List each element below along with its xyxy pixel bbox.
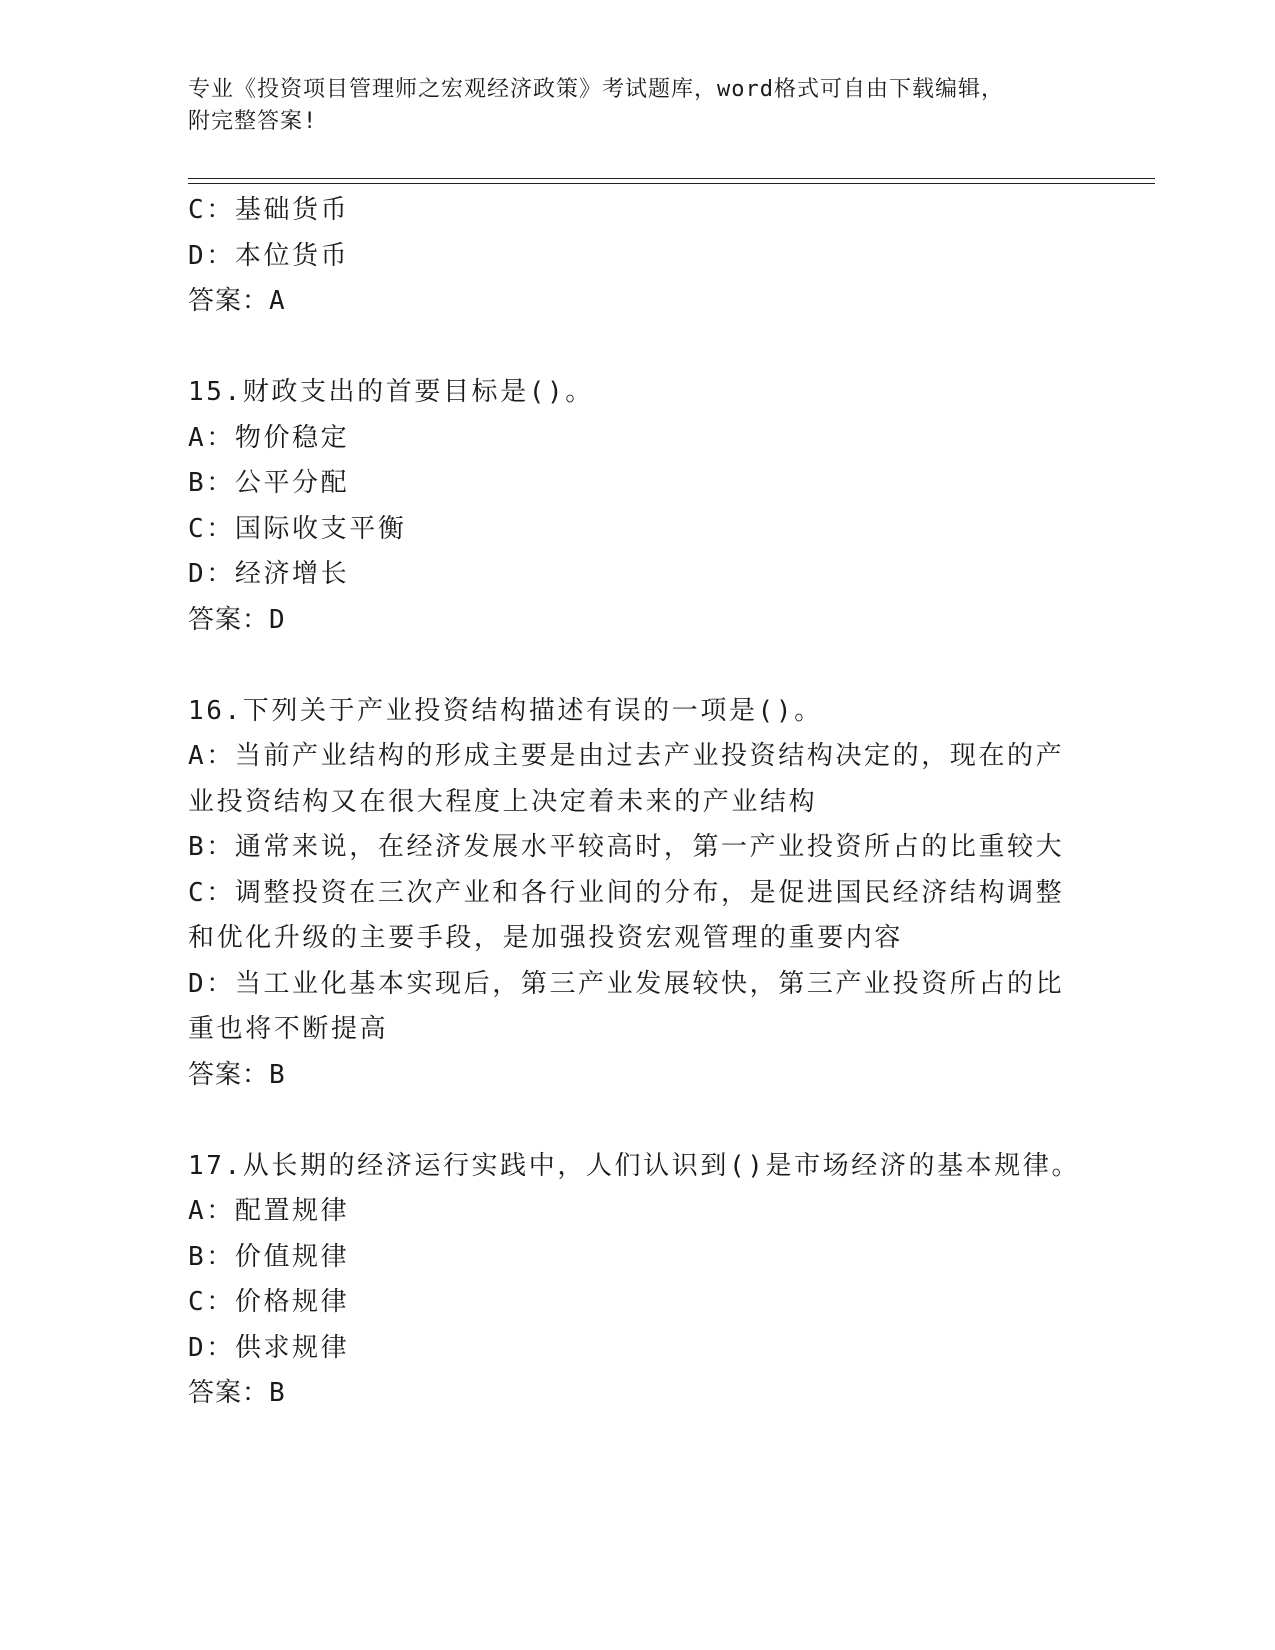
- answer-line: 答案：A: [188, 286, 286, 316]
- option-a: A：物价稳定: [188, 422, 350, 453]
- option-a: A：当前产业结构的形成主要是由过去产业投资结构决定的，现在的产: [188, 741, 1065, 771]
- header-line-1: 专业《投资项目管理师之宏观经济政策》考试题库，word格式可自由下载编辑，: [188, 77, 1004, 102]
- question-stem: 17.从长期的经济运行实践中，人们认识到()是市场经济的基本规律。: [188, 1150, 1081, 1181]
- answer-line: 答案：B: [188, 1059, 286, 1090]
- option-a: A：配置规律: [188, 1196, 350, 1226]
- option-b: B：公平分配: [188, 468, 350, 498]
- header-divider-bottom: [188, 183, 1155, 184]
- document-header: [188, 74, 1088, 138]
- answer-line: 答案：D: [188, 604, 286, 635]
- answer-line: 答案：B: [188, 1378, 286, 1408]
- option-c: C：国际收支平衡: [188, 513, 407, 544]
- option-b: B：价值规律: [188, 1241, 350, 1272]
- option-c-continued: 和优化升级的主要手段，是加强投资宏观管理的重要内容: [188, 923, 904, 953]
- question-stem: 15.财政支出的首要目标是()。: [188, 377, 594, 407]
- option-b: B：通常来说，在经济发展水平较高时，第一产业投资所占的比重较大: [188, 832, 1065, 862]
- option-d: D：经济增长: [188, 559, 350, 589]
- option-d: D：当工业化基本实现后，第三产业发展较快，第三产业投资所占的比: [188, 968, 1065, 999]
- option-d: D：供求规律: [188, 1332, 350, 1363]
- option-c: C：价格规律: [188, 1287, 350, 1317]
- option-a-continued: 业投资结构又在很大程度上决定着未来的产业结构: [188, 786, 818, 817]
- header-line-2: 附完整答案!: [188, 109, 318, 134]
- option-c: C：基础货币: [188, 195, 350, 225]
- option-c: C：调整投资在三次产业和各行业间的分布，是促进国民经济结构调整: [188, 877, 1065, 908]
- option-d: D：本位货币: [188, 240, 350, 271]
- question-list: [188, 188, 1088, 1417]
- header-divider-top: [188, 178, 1155, 179]
- question-stem: 16.下列关于产业投资结构描述有误的一项是()。: [188, 695, 823, 726]
- option-d-continued: 重也将不断提高: [188, 1014, 389, 1044]
